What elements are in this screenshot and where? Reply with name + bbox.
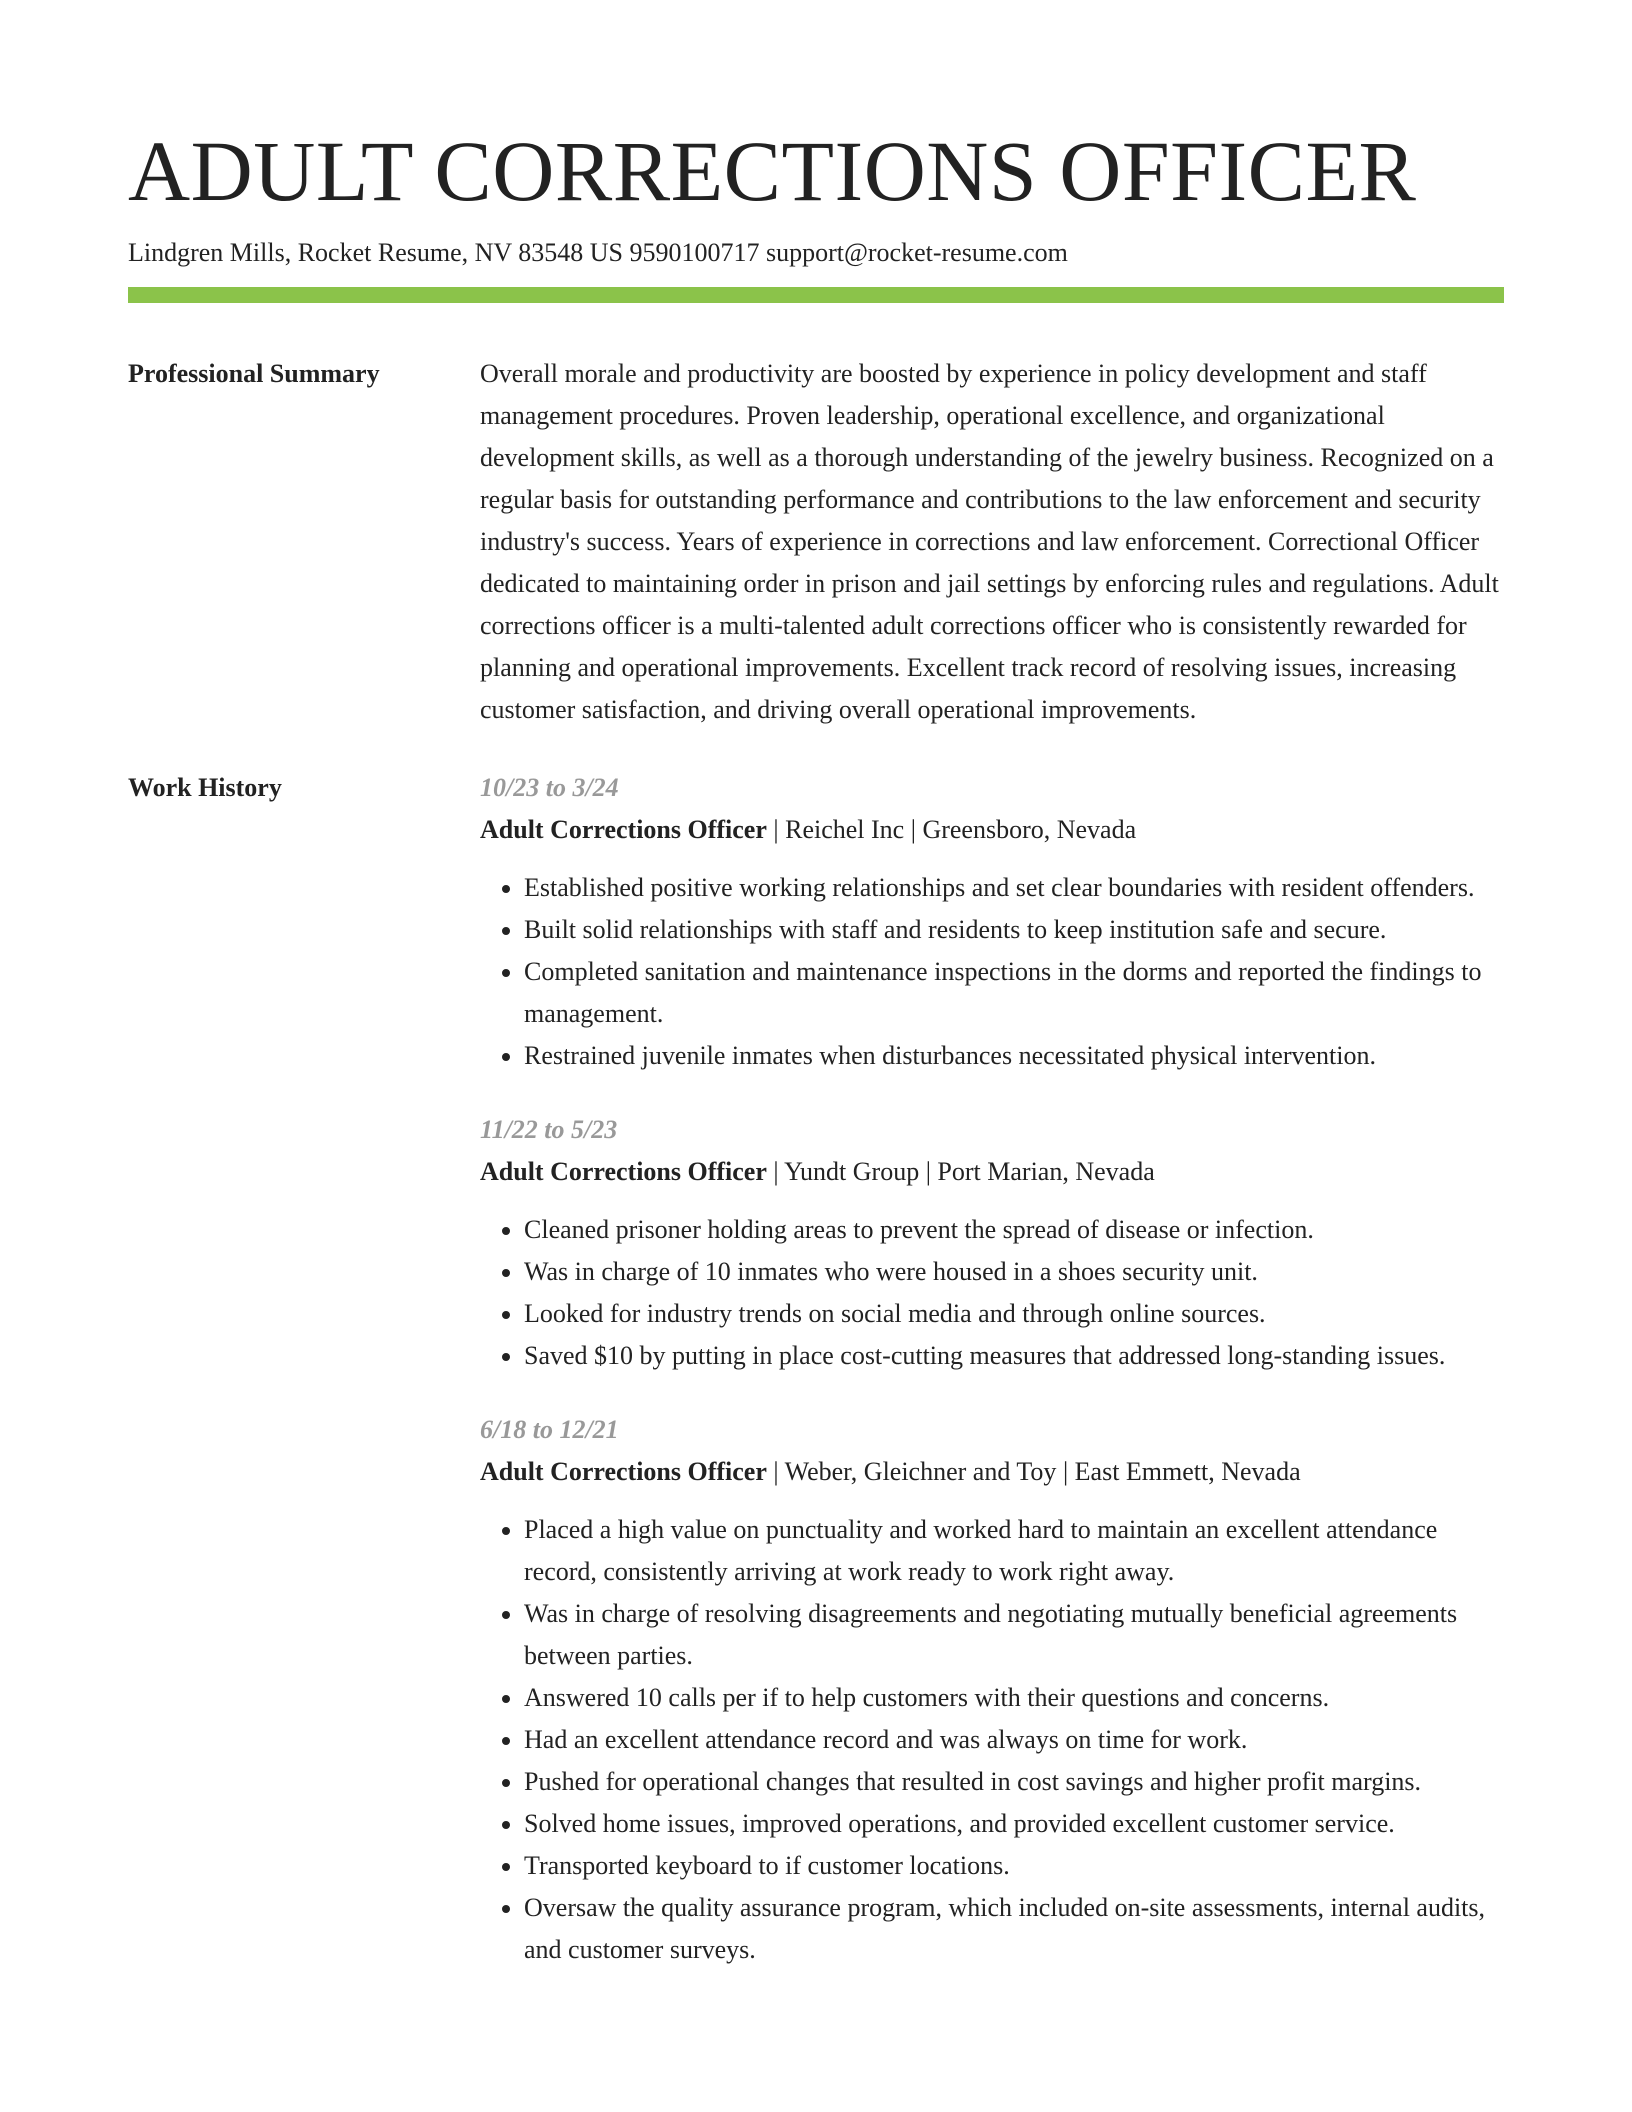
job-bullet: • Was in charge of 10 inmates who were housed in a shoes security unit. [524,1251,1504,1293]
job-dates: 11/22 to 5/23 [480,1115,618,1144]
job-bullet: • Built solid relationships with staff and residents to keep institution safe and secure. [524,909,1504,951]
job-company: | Weber, Gleichner and Toy [767,1457,1057,1486]
job-bullet: • Oversaw the quality assurance program, which included on-site assessments, internal audits, and customer surveys. [524,1887,1504,1971]
job-title: Adult Corrections Officer [480,815,767,844]
job-bullet: • Solved home issues, improved operations, and provided excellent customer service. [524,1803,1504,1845]
accent-divider [128,287,1504,303]
job-entry [480,767,1504,1077]
contact-address: Lindgren Mills, Rocket Resume, NV 83548 US [128,238,623,267]
job-bullet: • Transported keyboard to if customer locations. [524,1845,1504,1887]
job-title: Adult Corrections Officer [480,1457,767,1486]
professional-summary-section [128,353,1504,731]
section-label-work: Work History [128,773,282,802]
job-entry [480,1109,1504,1377]
job-dates: 6/18 to 12/21 [480,1415,619,1444]
job-bullet: • Restrained juvenile inmates when disturbances necessitated physical intervention. [524,1035,1504,1077]
job-bullet-list [480,1209,1504,1377]
job-dates: 10/23 to 3/24 [480,773,619,802]
job-bullet-list [480,867,1504,1077]
section-label-summary: Professional Summary [128,359,380,388]
job-bullet: • Saved $10 by putting in place cost-cutting measures that addressed long-standing issues. [524,1335,1504,1377]
job-title: Adult Corrections Officer [480,1157,767,1186]
work-history-body [480,767,1504,1971]
job-bullet: • Completed sanitation and maintenance inspections in the dorms and reported the findings to management. [524,951,1504,1035]
contact-email: support@rocket-resume.com [765,238,1068,267]
summary-text: Overall morale and productivity are boosted by experience in policy development and staff management procedures. Proven leadership, operational excellence, and organizational development skills, as well as a thorough understanding of the jewelry business. Recognized on a regular basis for outstanding performance and contributions to the law enforcement and security industry's success. Years of experience in corrections and law enforcement. Correctional Officer dedicated to maintaining order in prison and jail settings by enforcing rules and regulations. Adult corrections officer is a multi-talented adult corrections officer who is consistently rewarded for planning and operational improvements. Excellent track record of resolving issues, increasing customer satisfaction, and driving overall operational improvements. [480,359,1499,724]
contact-line [128,236,1504,270]
job-location: | East Emmett, Nevada [1056,1457,1300,1486]
job-bullet-list [480,1509,1504,1971]
job-bullet: • Answered 10 calls per if to help customers with their questions and concerns. [524,1677,1504,1719]
resume-page [128,0,1504,1971]
job-title-line [480,809,1504,851]
resume-title: ADULT CORRECTIONS OFFICER [128,123,1417,219]
job-bullet: • Cleaned prisoner holding areas to prevent the spread of disease or infection. [524,1209,1504,1251]
job-title-line [480,1451,1504,1493]
job-location: | Port Marian, Nevada [919,1157,1155,1186]
job-company: | Yundt Group [767,1157,919,1186]
job-location: | Greensboro, Nevada [904,815,1136,844]
contact-phone: 9590100717 [629,238,760,267]
job-title-line [480,1151,1504,1193]
job-bullet: • Had an excellent attendance record and was always on time for work. [524,1719,1504,1761]
job-bullet: • Placed a high value on punctuality and worked hard to maintain an excellent attendance record, consistently arriving at work ready to work right away. [524,1509,1504,1593]
job-bullet: • Established positive working relationships and set clear boundaries with resident offenders. [524,867,1504,909]
summary-body [480,353,1504,731]
job-bullet: • Looked for industry trends on social media and through online sources. [524,1293,1504,1335]
job-bullet: • Was in charge of resolving disagreements and negotiating mutually beneficial agreements between parties. [524,1593,1504,1677]
job-bullet: • Pushed for operational changes that resulted in cost savings and higher profit margins. [524,1761,1504,1803]
job-entry [480,1409,1504,1971]
work-history-section [128,767,1504,1971]
job-company: | Reichel Inc [767,815,904,844]
